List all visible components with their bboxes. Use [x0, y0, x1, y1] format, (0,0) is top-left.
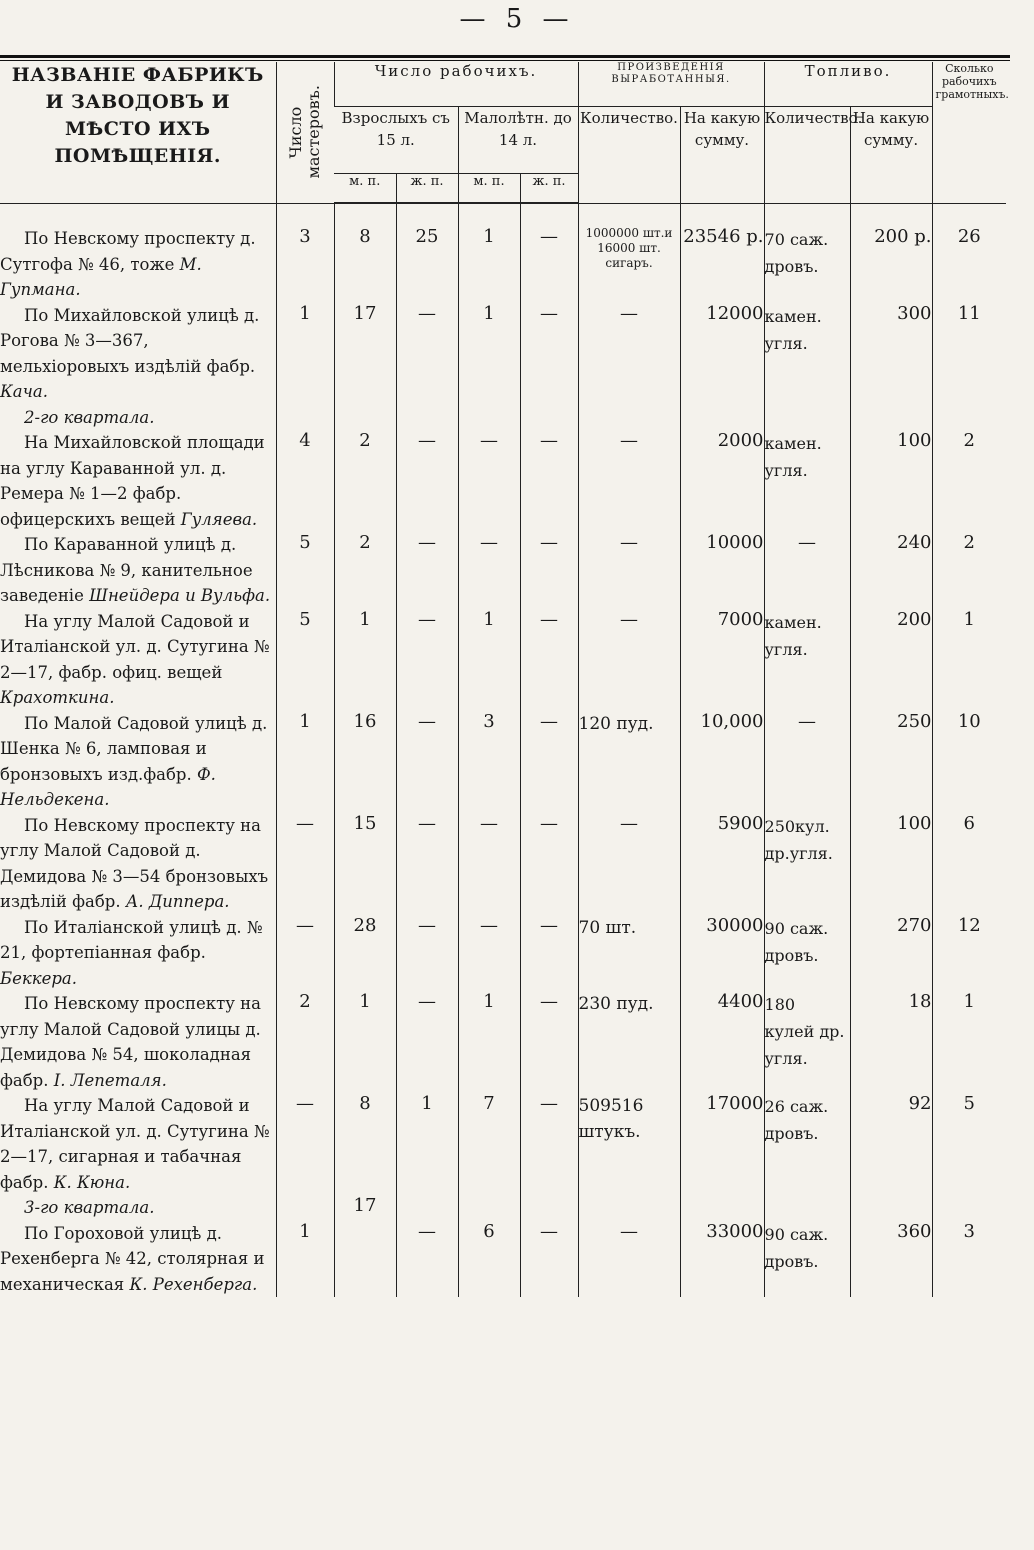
header-products-sum: На какую сумму.: [680, 107, 764, 204]
adult-f-cell: 25: [396, 226, 458, 303]
masters-cell: 4: [276, 430, 334, 532]
products-qty-cell: —: [578, 532, 680, 609]
fuel-qty-cell: камен. угля.: [764, 303, 850, 405]
factory-owner: К. Рехенберга.: [129, 1274, 258, 1294]
minor-m-cell: —: [458, 430, 520, 532]
masters-cell: 1: [276, 303, 334, 405]
adult-m-cell: 8: [334, 226, 396, 303]
factory-owner: К. Кюна.: [53, 1172, 131, 1192]
factory-table: [0, 62, 1009, 1297]
header-workers: Число рабочихъ.: [334, 62, 578, 107]
adult-m-cell: 17: [334, 1195, 396, 1221]
table-row: [0, 430, 1006, 532]
header-products: ПРОИЗВЕДЕНІЯ ВЫРАБОТАННЫЯ.: [578, 62, 764, 107]
products-sum-cell: 2000: [680, 430, 764, 532]
adult-m-cell: 28: [334, 915, 396, 992]
fuel-qty-cell: камен. угля.: [764, 430, 850, 532]
literate-cell: 11: [932, 303, 1006, 405]
fuel-qty-cell: 250кул. др.угля.: [764, 813, 850, 915]
products-qty-cell: —: [578, 430, 680, 532]
literate-cell: 1: [932, 991, 1006, 1093]
header-products-qty: Количество.: [578, 107, 680, 204]
masters-cell: 2: [276, 991, 334, 1093]
factory-address: По Невскому проспекту д. Сутгофа № 46, тоже: [0, 229, 256, 274]
minor-f-cell: —: [520, 1221, 578, 1298]
minor-m-cell: —: [458, 532, 520, 609]
masters-cell: 5: [276, 532, 334, 609]
table-header: [0, 62, 1009, 203]
adult-m-cell: 2: [334, 532, 396, 609]
empty-cell: [932, 405, 1006, 431]
fuel-sum-cell: 92: [850, 1093, 932, 1195]
adult-m-cell: 15: [334, 813, 396, 915]
fuel-sum-cell: 240: [850, 532, 932, 609]
minor-f-cell: —: [520, 430, 578, 532]
empty-cell: [850, 1195, 932, 1221]
table-row: [0, 915, 1006, 992]
minor-f-cell: —: [520, 1093, 578, 1195]
masters-cell: 3: [276, 226, 334, 303]
minor-m-cell: 7: [458, 1093, 520, 1195]
factory-owner: Гуляева.: [180, 509, 258, 529]
header-fuel: Топливо.: [764, 62, 932, 107]
minor-f-cell: —: [520, 303, 578, 405]
adult-f-cell: —: [396, 303, 458, 405]
literate-cell: 10: [932, 711, 1006, 813]
masters-cell: 1: [276, 1221, 334, 1298]
header-literate: Сколько рабочихъ грамотныхъ.: [932, 62, 1006, 203]
empty-cell: [764, 1195, 850, 1221]
empty-cell: [458, 405, 520, 431]
factory-owner: Беккера.: [0, 968, 78, 988]
empty-cell: [520, 1195, 578, 1221]
adult-f-cell: —: [396, 915, 458, 992]
products-qty-cell: 120 пуд.: [578, 711, 680, 813]
empty-cell: [850, 405, 932, 431]
adult-f-cell: —: [396, 813, 458, 915]
table-row: [0, 1221, 1006, 1298]
products-qty-cell: —: [578, 303, 680, 405]
factory-name: [0, 711, 276, 813]
top-rule-thin: [0, 60, 1010, 61]
products-qty-cell: —: [578, 813, 680, 915]
table-row: [0, 1093, 1006, 1195]
page-number: — 5 —: [459, 4, 575, 34]
products-sum-cell: 4400: [680, 991, 764, 1093]
fuel-qty-cell: 180 кулей др. угля.: [764, 991, 850, 1093]
header-minor-f: ж. п.: [520, 174, 578, 204]
masters-cell: —: [276, 813, 334, 915]
factory-address: По Михайловской улицѣ д. Рогова № 3—367, мельхіоровыхъ издѣлій фабр.: [0, 305, 260, 376]
factory-address: По Малой Садовой улицѣ д. Шенка № 6, ламповая и бронзовыхъ изд.фабр.: [0, 713, 268, 784]
fuel-sum-cell: 100: [850, 813, 932, 915]
empty-cell: [764, 405, 850, 431]
fuel-sum-cell: 200: [850, 609, 932, 711]
fuel-qty-cell: 90 саж. дровъ.: [764, 915, 850, 992]
fuel-sum-cell: 270: [850, 915, 932, 992]
quarter-label: 3-го квартала.: [24, 1198, 155, 1217]
factory-name: [0, 915, 276, 992]
masters-cell: —: [276, 915, 334, 992]
minor-f-cell: —: [520, 813, 578, 915]
factory-address: По Италіанской улицѣ д. № 21, фортепіанная фабр.: [0, 917, 263, 962]
products-sum-cell: 10000: [680, 532, 764, 609]
factory-name: [0, 532, 276, 609]
masters-cell: —: [276, 1093, 334, 1195]
factory-owner: Кача.: [0, 382, 48, 401]
factory-name: [0, 226, 276, 303]
adult-m-cell: 1: [334, 609, 396, 711]
header-minors: Малолѣтн. до 14 л.: [458, 107, 578, 174]
empty-cell: [396, 1195, 458, 1221]
fuel-qty-cell: 70 саж. дровъ.: [764, 226, 850, 303]
fuel-qty-cell: камен. угля.: [764, 609, 850, 711]
masters-cell: [276, 405, 334, 431]
quarter-row: [0, 1195, 1006, 1221]
adult-f-cell: —: [396, 532, 458, 609]
table-row: [0, 226, 1006, 303]
adult-m-cell: 2: [334, 430, 396, 532]
adult-f-cell: —: [396, 609, 458, 711]
products-qty-cell: 1000000 шт.и 16000 шт. сигаръ.: [578, 226, 680, 303]
adult-m-cell: [334, 1221, 396, 1298]
products-qty-cell: 70 шт.: [578, 915, 680, 992]
header-masters: Число мастеровъ.: [276, 62, 334, 203]
minor-f-cell: —: [520, 915, 578, 992]
table-row: [0, 532, 1006, 609]
table-body: [0, 203, 1006, 1297]
empty-cell: [578, 1195, 680, 1221]
factory-name: [0, 430, 276, 532]
header-fuel-sum: На какую сумму.: [850, 107, 932, 204]
literate-cell: 3: [932, 1221, 1006, 1298]
adult-m-cell: 1: [334, 991, 396, 1093]
masters-cell: 5: [276, 609, 334, 711]
products-sum-cell: 23546 р.: [680, 226, 764, 303]
factory-address: На Михайловской площади на углу Караванной ул. д. Ремера № 1—2 фабр. офицерскихъ вещей: [0, 433, 265, 529]
products-sum-cell: 30000: [680, 915, 764, 992]
factory-address: На углу Малой Садовой и Италіанской ул. д. Сутугина № 2—17, фабр. офиц. вещей: [0, 611, 270, 682]
fuel-sum-cell: 18: [850, 991, 932, 1093]
literate-cell: 12: [932, 915, 1006, 992]
quarter-row: [0, 405, 1006, 431]
fuel-qty-cell: 90 саж. дровъ.: [764, 1221, 850, 1298]
masters-cell: 1: [276, 711, 334, 813]
table-row: [0, 303, 1006, 405]
empty-cell: [520, 405, 578, 431]
factory-address: По Невскому проспекту на углу Малой Садовой улицы д. Демидова № 54, шоколадная фабр.: [0, 994, 262, 1090]
adult-f-cell: —: [396, 1221, 458, 1298]
table-row: [0, 813, 1006, 915]
factory-owner: А. Диппера.: [125, 892, 230, 911]
adult-f-cell: —: [396, 711, 458, 813]
fuel-qty-cell: —: [764, 532, 850, 609]
adult-m-cell: 16: [334, 711, 396, 813]
fuel-qty-cell: 26 саж. дровъ.: [764, 1093, 850, 1195]
products-qty-cell: —: [578, 609, 680, 711]
products-qty-cell: —: [578, 1221, 680, 1298]
factory-name: [0, 991, 276, 1093]
minor-f-cell: —: [520, 226, 578, 303]
factory-owner: Ф. Нельдекена.: [0, 764, 216, 809]
header-adult-f: ж. п.: [396, 174, 458, 204]
factory-address: На углу Малой Садовой и Италіанской ул. д. Сутугина № 2—17, сигарная и табачная фабр.: [0, 1096, 270, 1192]
minor-m-cell: 3: [458, 711, 520, 813]
adult-m-cell: [334, 405, 396, 431]
literate-cell: 26: [932, 226, 1006, 303]
factory-address: По Караванной улицѣ д. Лѣсникова № 9, канительное заведеніе: [0, 535, 253, 605]
quarter-label: 2-го квартала.: [24, 407, 155, 427]
factory-owner: І. Лепеталя.: [53, 1070, 167, 1090]
literate-cell: 2: [932, 532, 1006, 609]
minor-f-cell: —: [520, 991, 578, 1093]
fuel-sum-cell: 300: [850, 303, 932, 405]
minor-m-cell: 1: [458, 303, 520, 405]
top-rule: [0, 55, 1010, 58]
empty-cell: [680, 405, 764, 431]
products-sum-cell: 5900: [680, 813, 764, 915]
table-row: [0, 991, 1006, 1093]
factory-name: [0, 609, 276, 711]
minor-m-cell: 1: [458, 609, 520, 711]
products-sum-cell: 7000: [680, 609, 764, 711]
minor-f-cell: —: [520, 532, 578, 609]
table-row: [0, 711, 1006, 813]
header-adult-m: м. п.: [334, 174, 396, 204]
empty-cell: [396, 405, 458, 431]
factory-name: [0, 303, 276, 405]
literate-cell: 5: [932, 1093, 1006, 1195]
minor-m-cell: 6: [458, 1221, 520, 1298]
header-fuel-qty: Количество.: [764, 107, 850, 204]
header-minor-m: м. п.: [458, 174, 520, 204]
empty-cell: [578, 405, 680, 431]
literate-cell: 6: [932, 813, 1006, 915]
fuel-sum-cell: 360: [850, 1221, 932, 1298]
factory-owner: Шнейдера и Вульфа.: [89, 586, 271, 605]
minor-f-cell: —: [520, 711, 578, 813]
masters-cell: [276, 1195, 334, 1221]
products-sum-cell: 33000: [680, 1221, 764, 1298]
products-sum-cell: 10,000: [680, 711, 764, 813]
minor-m-cell: 1: [458, 991, 520, 1093]
products-sum-cell: 17000: [680, 1093, 764, 1195]
table-row: [0, 609, 1006, 711]
header-adults: Взрослыхъ съ 15 л.: [334, 107, 458, 174]
minor-f-cell: —: [520, 609, 578, 711]
factory-name: [0, 1221, 276, 1298]
adult-m-cell: 17: [334, 303, 396, 405]
literate-cell: 2: [932, 430, 1006, 532]
products-qty-cell: 230 пуд.: [578, 991, 680, 1093]
products-sum-cell: 12000: [680, 303, 764, 405]
minor-m-cell: 1: [458, 226, 520, 303]
header-name: НАЗВАНІЕ ФАБРИКЪ И ЗАВОДОВЪ И МѢСТО ИХЪ ПОМѢЩЕНІЯ.: [0, 62, 276, 203]
fuel-sum-cell: 100: [850, 430, 932, 532]
adult-f-cell: —: [396, 430, 458, 532]
products-qty-cell: 509516 штукъ.: [578, 1093, 680, 1195]
empty-cell: [680, 1195, 764, 1221]
empty-cell: [932, 1195, 1006, 1221]
literate-cell: 1: [932, 609, 1006, 711]
factory-owner: Крахоткина.: [0, 688, 115, 707]
fuel-sum-cell: 250: [850, 711, 932, 813]
adult-f-cell: 1: [396, 1093, 458, 1195]
adult-f-cell: —: [396, 991, 458, 1093]
factory-address: По Гороховой улицѣ д. Рехенберга № 42, столярная и механическая: [0, 1223, 265, 1294]
adult-m-cell: 8: [334, 1093, 396, 1195]
minor-m-cell: —: [458, 915, 520, 992]
factory-address: По Невскому проспекту на углу Малой Садовой д. Демидова № 3—54 бронзовыхъ издѣлій фабр.: [0, 815, 269, 911]
factory-name: [0, 1093, 276, 1195]
fuel-sum-cell: 200 р.: [850, 226, 932, 303]
fuel-qty-cell: —: [764, 711, 850, 813]
factory-owner: М. Гупмана.: [0, 254, 202, 299]
factory-name: [0, 813, 276, 915]
minor-m-cell: —: [458, 813, 520, 915]
empty-cell: [458, 1195, 520, 1221]
